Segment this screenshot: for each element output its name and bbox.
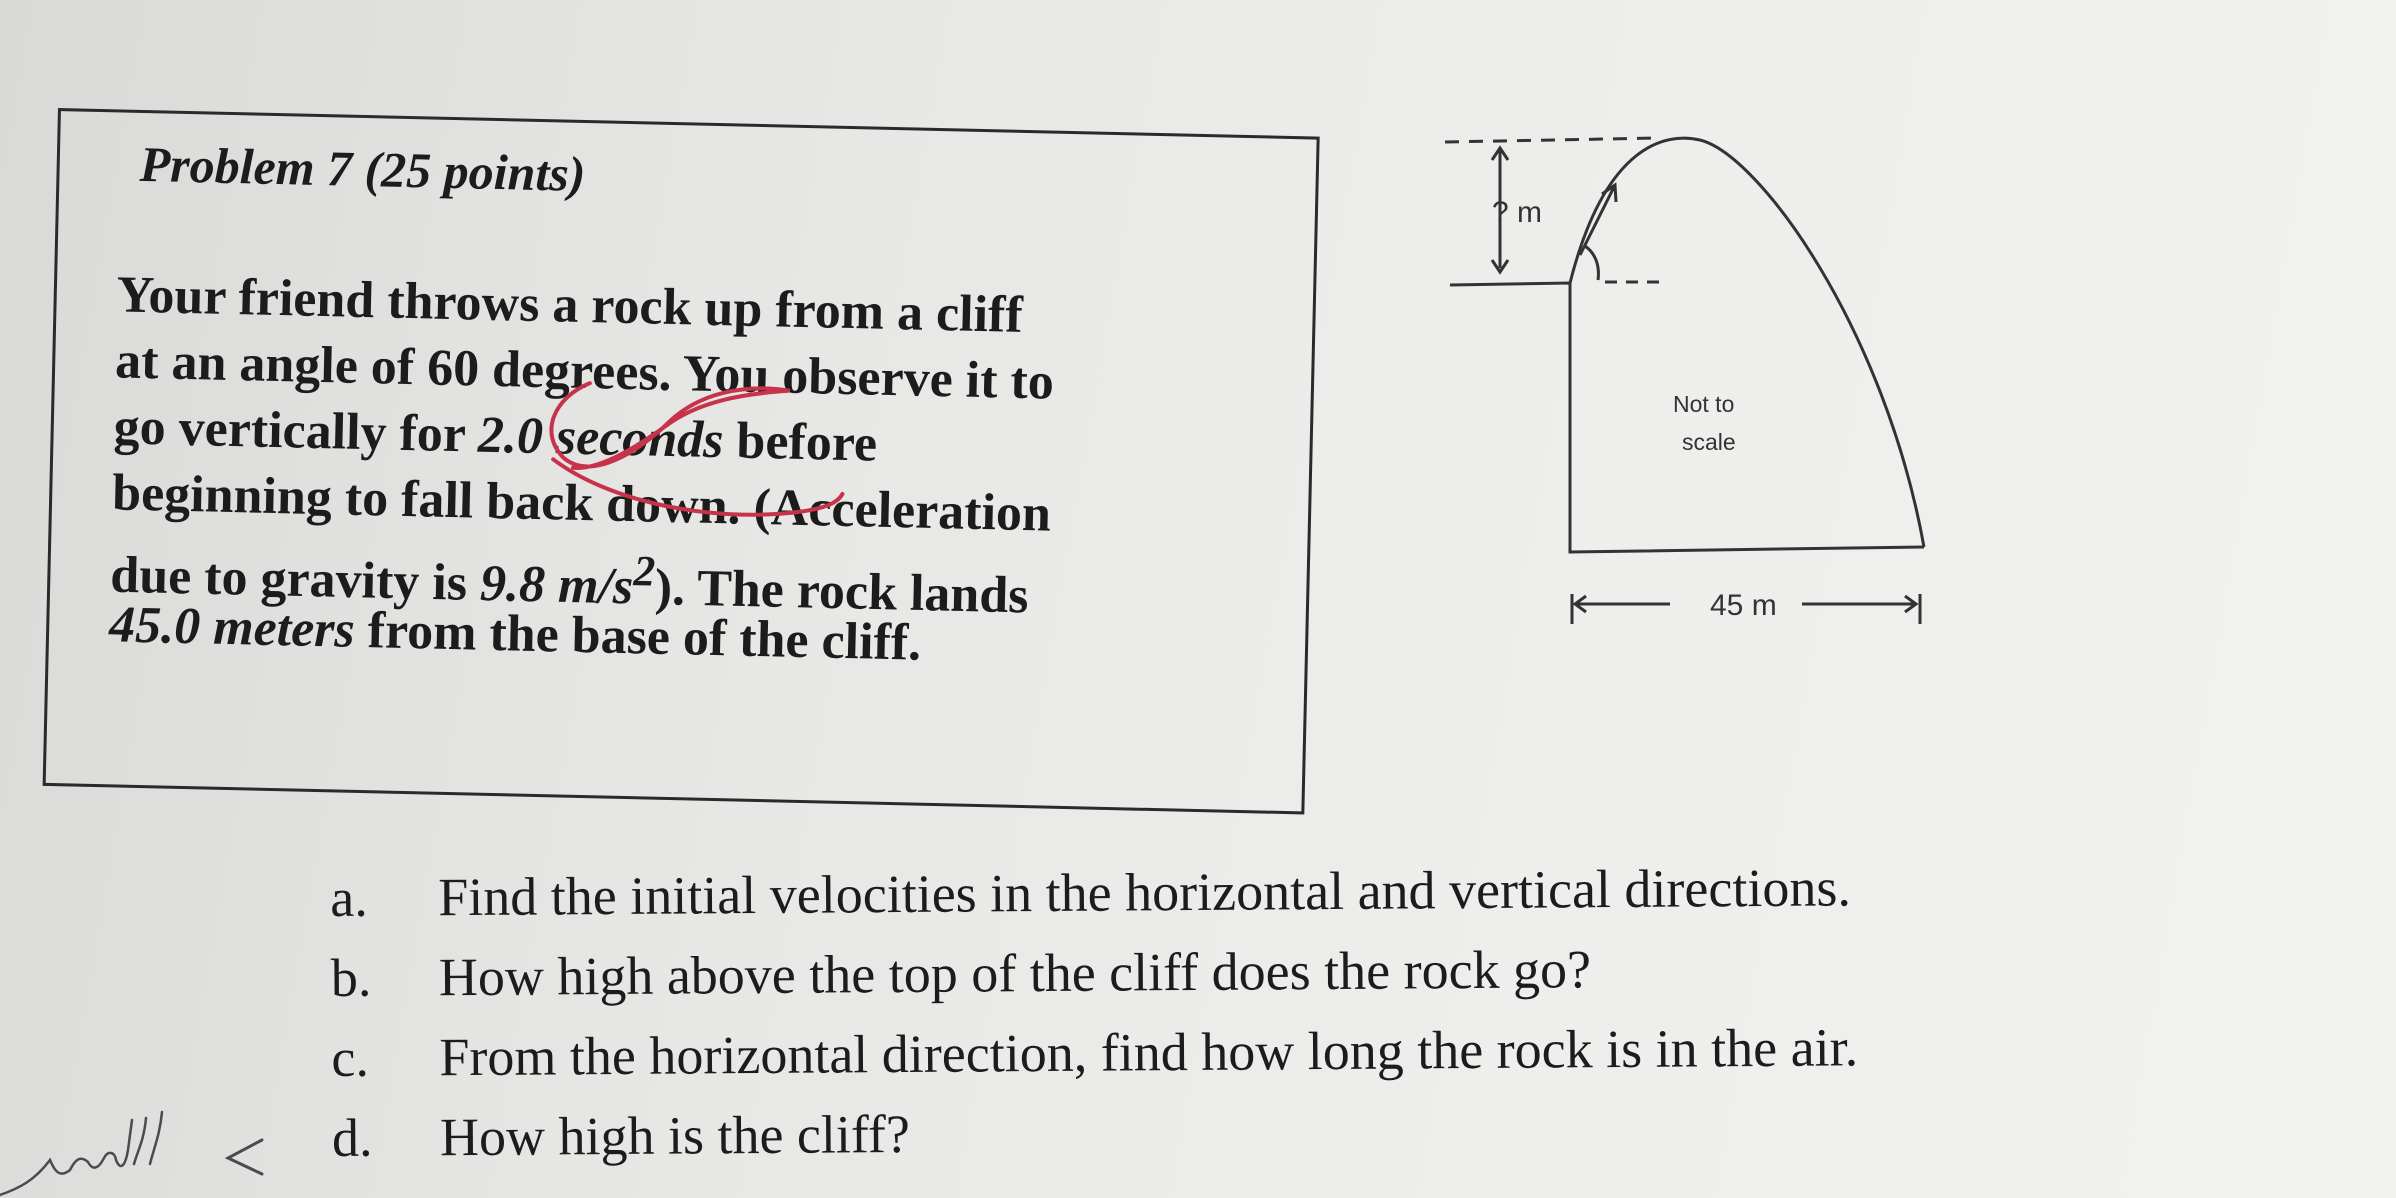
question-item — [331, 1007, 1858, 1098]
distance-label: 45 m — [1710, 589, 1777, 622]
question-letter: a. — [330, 867, 368, 928]
not-to-scale-label: scale — [1682, 429, 1736, 455]
problem-text-segment: go vertically for — [113, 398, 479, 464]
time-value: 2.0 seconds — [477, 406, 725, 470]
exponent: 2 — [633, 547, 656, 596]
problem-box — [43, 108, 1320, 814]
rock-trajectory — [1570, 138, 1924, 547]
cliff-outline — [1450, 283, 1924, 552]
cliff-trajectory-diagram — [1430, 110, 1950, 650]
question-letter: b. — [330, 947, 372, 1008]
question-text: Find the initial velocities in the horizontal and vertical directions. — [438, 857, 1852, 928]
question-letter: c. — [331, 1027, 370, 1088]
not-to-scale-label: Not to — [1673, 391, 1735, 417]
question-item — [332, 1087, 1859, 1178]
problem-title: Problem 7 (25 points) — [139, 135, 587, 202]
handwritten-margin-note — [0, 1100, 300, 1198]
question-list — [330, 847, 1859, 1178]
problem-text-segment: ). The rock lands — [654, 558, 1030, 625]
angle-arc — [1585, 246, 1598, 280]
question-text: How high is the cliff? — [439, 1103, 911, 1168]
distance-value: 45.0 meters — [108, 596, 356, 659]
red-pen-underline — [552, 459, 843, 517]
problem-text-segment: beginning to fall back down. (Acceleration — [111, 464, 1052, 543]
problem-text-segment: due to gravity is — [109, 546, 481, 613]
top-dashed-line — [1445, 138, 1660, 142]
question-text: From the horizontal direction, find how long the rock is in the air. — [439, 1017, 1859, 1088]
launch-arrow — [1580, 185, 1616, 255]
question-item — [330, 847, 1857, 938]
problem-text-segment: before — [722, 412, 878, 473]
red-pen-circle — [551, 382, 790, 472]
problem-text-segment: Your friend throws a rock up from a cliff — [116, 266, 1024, 344]
height-label: ? m — [1492, 196, 1543, 229]
question-item — [331, 927, 1858, 1018]
red-pen-annotation — [489, 326, 1056, 639]
problem-text-segment: from the base of the cliff. — [354, 601, 922, 672]
gravity-value: 9.8 m/s — [479, 555, 634, 616]
problem-text-segment: at an angle of 60 degrees. You observe it to — [114, 332, 1055, 411]
question-text: How high above the top of the cliff does the rock go? — [438, 939, 1592, 1008]
question-letter: d. — [331, 1107, 373, 1168]
